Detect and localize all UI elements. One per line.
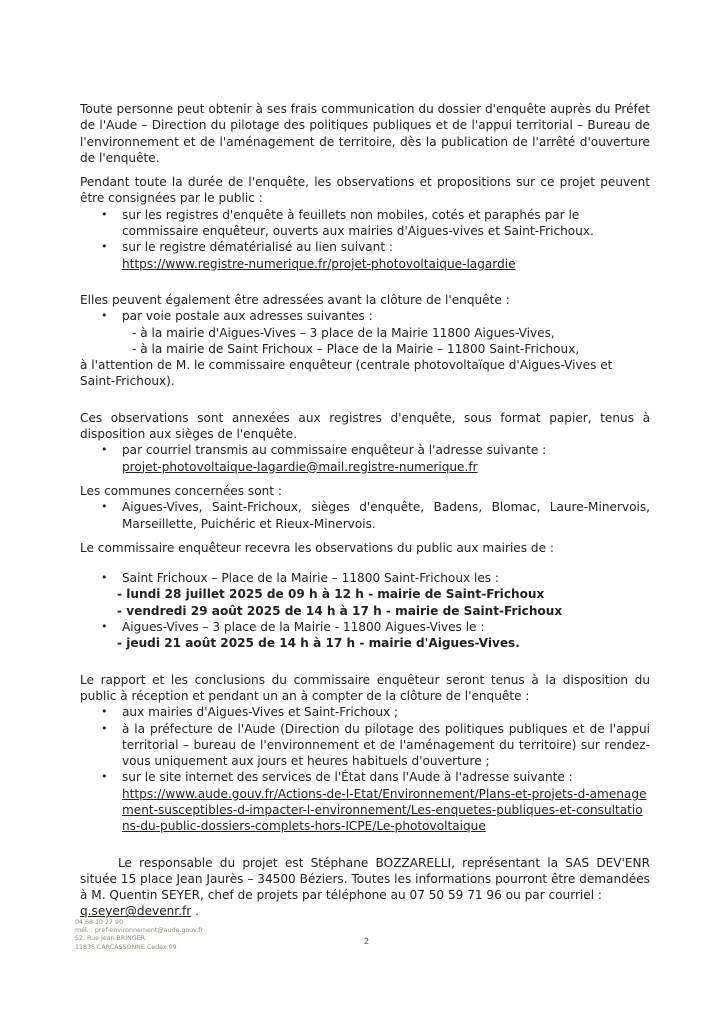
list-item: • Saint Frichoux – Place de la Mairie – 11800 Saint-Frichoux les : [101,571,500,586]
footer-contact [75,919,203,952]
paragraph-responsable: Le responsable du projet est Stéphane BOZZARELLI, représentant la SAS DEV'ENR située 15 place Jean Jaurès – 34500 Béziers. Toutes les informations pourront être demandées à M. Quentin SEYER, chef de projets par téléphone au 07 50 59 71 96 ou par courriel : q.seyer@devenr.fr . [80,855,650,919]
list-item: • Aigues-Vives – 3 place de la Mairie - 11800 Aigues-Vives le : [101,620,485,635]
email-link[interactable]: projet-photovoltaique-lagardie@mail.registre-numerique.fr [122,459,478,474]
footer-phone: 04 68 10 27 90 [75,919,124,926]
permanence-date: - vendredi 29 août 2025 de 14 h à 17 h - mairie de Saint-Frichoux [117,603,563,618]
footer-street: 52, Rue Jean BRINGER [75,935,146,943]
paragraph-dossier: Toute personne peut obtenir à ses frais communication du dossier d'enquête auprès du Préfet de l'Aude – Direction du pilotage des politiques publiques et de l'appui territorial – Bureau de l'environnement et de l'aménagement de territoire, dès la publication de l'arrêté d'ouverture de l'enquête. [80,102,650,165]
paragraph-rapport: Le rapport et les conclusions du commissaire enquêteur seront tenus à la disposition du public à réception et pendant un an à compter de la clôture de l'enquête : [80,672,650,703]
list-item: • sur le registre dématérialisé au lien suivant : https://www.registre-numerique.fr/projet-photovoltaique-lagardie [101,240,516,271]
footer-city: 11836 CARCASSONNE Cedex 09 [75,943,177,951]
address-line: - à la mairie d'Aigues-Vives – 3 place de la Mairie 11800 Aigues-Vives, [132,325,555,340]
list-item: • aux mairies d'Aigues-Vives et Saint-Frichoux ; [101,705,399,720]
contact-email-link[interactable]: q.seyer@devenr.fr [80,904,192,919]
list-item: • sur les registres d'enquête à feuillets non mobiles, cotés et paraphés par le commissaire enquêteur, ouverts aux mairies d'Aigues-vives et Saint-Frichoux. [101,207,594,239]
permanence-date: - lundi 28 juillet 2025 de 09 h à 12 h - mairie de Saint-Frichoux [117,587,545,602]
permanence-date: - jeudi 21 août 2025 de 14 h à 17 h - mairie d'Aigues-Vives. [117,636,520,651]
footer-email: mél. : pref-environnement@aude.gouv.fr [75,927,204,935]
list-item: • Aigues-Vives, Saint-Frichoux, sièges d'enquête, Badens, Blomac, Laure-Minervois, Marseillette, Puichéric et Rieux-Minervois. [101,500,650,531]
address-line: - à la mairie de Saint Frichoux – Place de la Mairie – 11800 Saint-Frichoux, [132,341,580,356]
paragraph-observations: Pendant toute la durée de l'enquête, les observations et propositions sur ce projet peuvent être consignées par le public : [80,175,650,206]
list-item: • à la préfecture de l'Aude (Direction du pilotage des politiques publiques et de l'appui territorial – bureau de l'environnement et de l'aménagement du territoire) sur rendez-vous uniquement aux jours et heures habituels d'ouverture ; [101,721,650,769]
list-item: • sur le site internet des services de l'État dans l'Aude à l'adresse suivante : https://www.aude.gouv.fr/Actions-de-l-Etat/Environnement/Plans-et-projets-d-amenagement-susceptibles-d-impacter-l-environnement/Les-enquetes-publiques-et-consultations-du-public-dossiers-complets-hors-ICPE/Le-photovoltaique [101,770,647,834]
paragraph-permanences: Le commissaire enquêteur recevra les observations du public aux mairies de : [80,540,554,555]
attention-line: à l'attention de M. le commissaire enquêteur (centrale photovoltaïque d'Aigues-Vives et Saint-Frichoux). [80,358,613,389]
registre-link[interactable]: https://www.registre-numerique.fr/projet-photovoltaique-lagardie [122,256,516,271]
paragraph-communes: Les communes concernées sont : [80,483,282,498]
paragraph-annexees: Ces observations sont annexées aux registres d'enquête, sous format papier, tenus à disposition aux sièges de l'enquête. [80,410,650,442]
prefecture-link[interactable]: https://www.aude.gouv.fr/Actions-de-l-Etat/Environnement/Plans-et-projets-d-amenagement-susceptibles-d-impacter-l-environnement/Les-enquetes-publiques-et-consultations-du-public-dossiers-complets-hors-ICPE/Le-photovoltaique [122,786,647,834]
paragraph-adresses: Elles peuvent également être adressées avant la clôture de l'enquête : [80,292,510,307]
list-item: • par voie postale aux adresses suivantes : [101,309,373,324]
page-number: 2 [364,937,370,946]
list-item: • par courriel transmis au commissaire enquêteur à l'adresse suivante : projet-photovoltaique-lagardie@mail.registre-numerique.fr [101,443,547,474]
document-body [80,101,650,920]
